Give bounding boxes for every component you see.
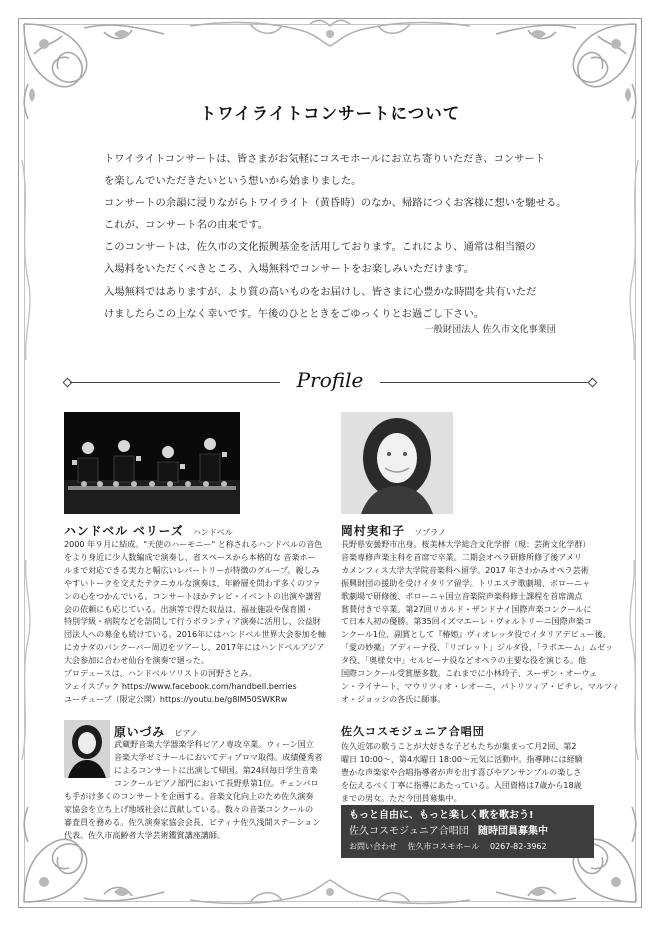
intro-line: 入場無料ではありますが、より質の高いものをお届けし、皆さまに心豊かな時間を共有いただ xyxy=(104,285,537,298)
okamura-role: ソプラノ xyxy=(414,528,446,537)
choir-line: 佐久近郊の歌うことが大好きな子どもたちが集まって月2回、第2 xyxy=(341,742,577,751)
youtube-link[interactable]: ユーチューブ（限定公開）https://youtu.be/g8lM50SWKRw xyxy=(64,694,288,704)
hara-bio-line: によるコンサートに出演して帰国。第24回毎日学生音楽 xyxy=(114,765,318,775)
okamura-portrait-photo xyxy=(341,412,453,514)
bottom-center-ornament xyxy=(190,870,470,910)
handbell-bio-line: ンの心をつかんでいる。コンサートほかテレビ・イベントの出演や講習 xyxy=(64,591,322,601)
choir-line: 曜日 10:00～、第4水曜日 18:00～元気に活動中。指導陣には経験 xyxy=(341,754,583,764)
choir-title: 佐久コスモジュニア合唱団 xyxy=(341,725,485,738)
choir-line: を伝えるべく丁寧に指導にあたっている。入団資格は7歳から18歳 xyxy=(341,780,582,790)
handbell-bio-line: 会の依頼にも応じている。出演等で得た収益は、福祉施設や保育園・ xyxy=(64,604,314,614)
handbell-bio-line: 2000 年９月に結成。"天使のハーモニー" と称されるハンドベルの音色 xyxy=(64,540,323,549)
okamura-name: 岡村実和子 xyxy=(341,524,405,538)
hara-portrait-photo xyxy=(64,720,110,778)
okamura-bio-line: 音楽専修声楽主科を首席で卒業。二期会オペラ研修所修了後アメリ xyxy=(341,552,582,562)
contact-label: お問い合わせ xyxy=(349,842,397,851)
hara-bio-line: 家協会を立ち上げ地域社会に貢献している。数々の音楽コンクールの xyxy=(64,804,314,814)
okamura-bio-line: て日本人初の優勝。第35回イズマエーレ・ヴォルトリーニ国際声楽コ xyxy=(341,617,592,627)
handbell-bio xyxy=(64,539,326,707)
hara-bio-line: 音楽大学ゼミナールにおいてディプロマ取得。成績優秀者 xyxy=(114,752,323,762)
divider-line-right xyxy=(380,382,590,383)
top-center-ornament xyxy=(190,16,470,56)
hara-bio-bottom xyxy=(64,791,326,843)
handbell-bio-line: 団法人への募金も続けている。2016年にはハンドベル世界大会参加を軸 xyxy=(64,630,326,640)
handbell-bio-line: にカナダのバンクーバー周辺をツアーし、2017年にはハンドベルアジア xyxy=(64,643,325,653)
choir-line: までの男女。ただ今団員募集中。 xyxy=(341,793,462,803)
banner-recruit: 随時団員募集中 xyxy=(478,826,548,837)
contact-phone[interactable]: 0267-82-3962 xyxy=(489,842,547,851)
handbell-bio-line: 特別学級・病院などを訪問して行うボランティア演奏に活用し、公益財 xyxy=(64,617,321,627)
okamura-bio-line: タ役、「奥様女中」セルピーナ役などオペラの主要な役を演じる。他 xyxy=(341,656,587,666)
hara-bio-top xyxy=(114,739,326,791)
intro-line: 入場料をいただくべきところ、入場無料でコンサートをお楽しみいただけます。 xyxy=(104,263,474,276)
banner-headline: もっと自由に、もっと楽しく歌を歌おう! xyxy=(349,810,534,821)
right-side-ornament xyxy=(614,160,644,760)
intro-signature: 一般財団法人 佐久市文化事業団 xyxy=(424,324,556,335)
okamura-bio-line: ンクール1位、副賞として『椿姫』ヴィオレッタ役でイタリアデビュー後、 xyxy=(341,630,611,640)
intro-line: これが、コンサート名の由来です。 xyxy=(104,219,268,232)
handbell-role: ハンドベル xyxy=(192,528,233,537)
handbell-bio-line: プロデュースは、ハンドベルソリストの河野さとみ。 xyxy=(64,669,257,679)
contact-org: 佐久市コスモホール xyxy=(407,842,480,851)
handbell-name: ハンドベル ベリーズ xyxy=(64,524,184,538)
banner-choir-row xyxy=(349,823,586,841)
recruit-banner xyxy=(341,805,594,858)
okamura-bio-line: カメンフィス大学大学院音楽科へ留学。2017 年さわかみオペラ芸術 xyxy=(341,565,589,575)
okamura-name-row xyxy=(341,520,446,539)
hara-bio-line: 審査員を務める。佐久演奏家協会会長、ビティナ佐久浅間ステーション xyxy=(64,817,321,827)
okamura-bio-line: 振興財団の援助を受けイタリア留学。トリエステ歌劇場、ボローニャ xyxy=(341,578,591,588)
intro-line: けましたらこの上なく幸いです。午後のひとときをごゆっくりとお過ごし下さい。 xyxy=(104,307,485,320)
okamura-bio-line: 「愛の妙薬」アディーナ役、「リゴレット」ジルダ役、「ラボエーム」ムゼッ xyxy=(341,643,614,653)
hara-name-row xyxy=(114,721,198,740)
profile-divider xyxy=(64,368,596,396)
left-side-ornament xyxy=(16,160,46,760)
hara-bio-line: 武蔵野音楽大学器楽学科ピアノ専攻卒業。ウィーン国立 xyxy=(114,740,314,749)
handbell-bio-line: やすいトークを交えたテクニカルな演奏は、年齢層を問わず多くのファ xyxy=(64,578,321,588)
okamura-bio-line: オ・ジョッシの各氏に師事。 xyxy=(341,694,446,704)
profile-heading: Profile xyxy=(296,368,364,392)
hara-bio-line: も手がけ多くのコンサートを企画する。音楽文化向上のため佐久演奏 xyxy=(64,792,314,801)
okamura-bio xyxy=(341,539,620,707)
intro-text xyxy=(104,148,567,325)
banner-choir-name: 佐久コスモジュニア合唱団 xyxy=(349,826,469,837)
intro-line: を楽しんでいただきたいという想いから始まりました。 xyxy=(104,175,362,188)
okamura-bio-line: 国際コンクール受賞歴多数。これまでに小林玲子、スーザン・オーウェ xyxy=(341,669,598,679)
handbell-name-row xyxy=(64,520,233,539)
handbell-bio-line: 大会参加に合わせ仙台を演奏で廻った。 xyxy=(64,656,209,666)
banner-contact-row xyxy=(349,841,586,853)
handbell-group-photo xyxy=(64,412,240,514)
hara-bio-line: コンクールピアノ部門において長野県第1位。チェンバロ xyxy=(114,778,319,788)
page-title: トワイライトコンサートについて xyxy=(199,104,461,123)
facebook-link[interactable]: フェイスブック https://www.facebook.com/handbell.berries xyxy=(64,681,297,691)
okamura-bio-line: ン・ライナート、マウリツィオ・レオーニ、パトリツィア・ビチレ、マルツィ xyxy=(341,681,620,691)
hara-name: 原いづみ xyxy=(114,725,166,739)
choir-description xyxy=(341,741,597,806)
choir-line: 豊かな声楽家や合唱指導者が声を出す喜びやアンサンブルの楽しさ xyxy=(341,767,582,777)
hara-role: ピアノ xyxy=(174,729,198,738)
handbell-bio-line: ルまで対応できる実力と幅広いレパートリーが特徴のグループ。親しみ xyxy=(64,565,320,575)
hara-bio-line: 代表。佐久市高齢者大学芸術鑑賞講座講師。 xyxy=(64,830,225,840)
okamura-bio-line: 長野県安曇野市出身。桜美林大学総合文化学群（現：芸術文化学群） xyxy=(341,540,591,549)
handbell-bio-line: をより身近に少人数編成で演奏し、省スペースから本格的な 音楽ホー xyxy=(64,552,316,562)
okamura-bio-line: 賞賛付きで卒業。第27回リカルド・ザンドナイ国際声楽コンクールに xyxy=(341,604,592,614)
intro-line: コンサートの余韻に浸りながらトワイライト（黄昏時）のなか、帰路につくお客様に想いを馳せる。 xyxy=(104,197,567,210)
intro-line: このコンサートは、佐久市の文化振興基金を活用しております。これにより、通常は相当額の xyxy=(104,241,536,254)
intro-line: トワイライトコンサートは、皆さまがお気軽にコスモホールにお立ち寄りいただき、コンサート xyxy=(104,153,546,165)
okamura-bio-line: 歌劇場で研修後、ボローニャ国立音楽院声楽科修士課程を首席満点 xyxy=(341,591,583,601)
